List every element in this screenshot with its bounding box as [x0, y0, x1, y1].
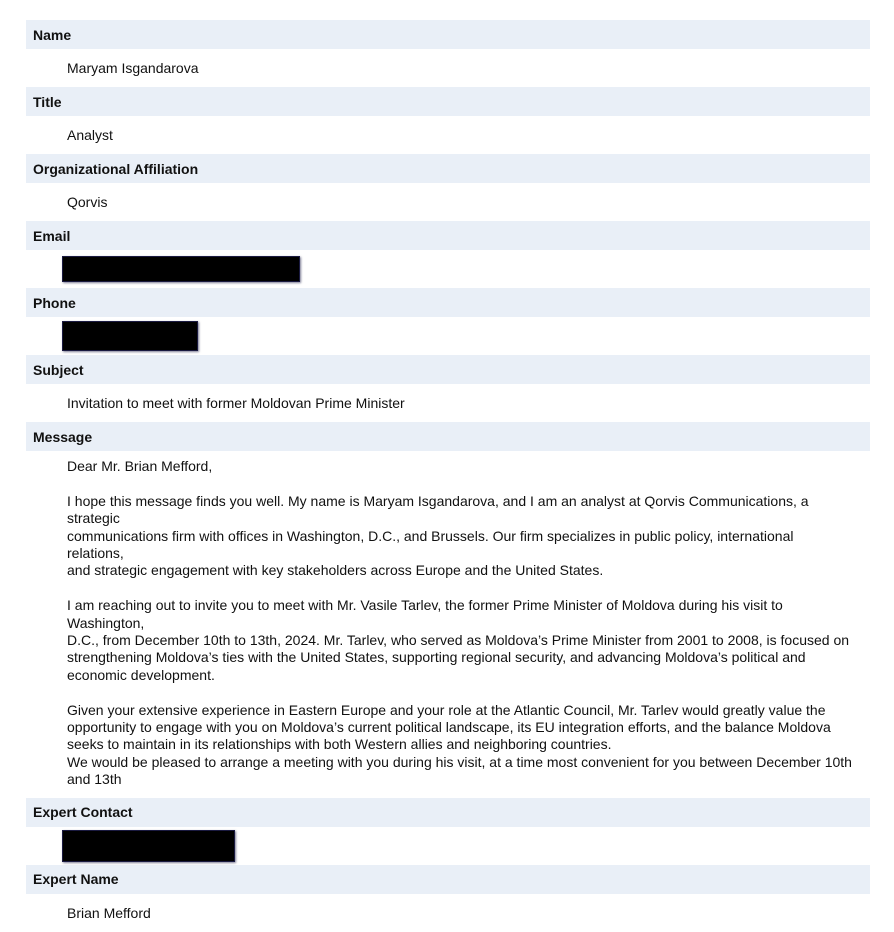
expert-contact-redaction [62, 830, 235, 862]
message-label: Message [26, 422, 870, 451]
submission-form [26, 20, 870, 932]
subject-value: Invitation to meet with former Moldovan Prime Minister [67, 395, 405, 411]
phone-value-row [26, 317, 870, 355]
org-label: Organizational Affiliation [26, 154, 870, 183]
title-value: Analyst [67, 127, 113, 143]
expert-contact-value-row [26, 827, 870, 865]
org-value-row [26, 183, 870, 221]
subject-value-row [26, 384, 870, 422]
message-paragraph-1: I hope this message finds you well. My name is Maryam Isgandarova, and I am an analyst at Qorvis Communications, a strategic communications firm with offices in Washington, D.C., and Brussels. Our firm specializes in public policy, international relations, and strategic engagement with key stakeholders across Europe and the United States. [67, 492, 809, 579]
message-body [26, 451, 870, 798]
message-greeting: Dear Mr. Brian Mefford, [67, 458, 213, 474]
expert-name-label: Expert Name [26, 865, 870, 894]
email-label: Email [26, 221, 870, 250]
expert-name-value-row [26, 894, 870, 932]
title-value-row [26, 116, 870, 154]
phone-redaction [62, 321, 198, 351]
phone-label: Phone [26, 288, 870, 317]
org-value: Qorvis [67, 194, 108, 210]
message-paragraph-3: Given your extensive experience in Eastern Europe and your role at the Atlantic Council, Mr. Tarlev would greatly value the opportunity to engage with you on Moldova’s current political landscape, its EU integration efforts, and the balance Moldova seeks to maintain in its relationships with both Western allies and neighboring countries. [67, 701, 831, 753]
expert-name-value: Brian Mefford [67, 904, 151, 921]
message-paragraph-2: I am reaching out to invite you to meet with Mr. Vasile Tarlev, the former Prime Minister of Moldova during his visit to Washington, D.C., from December 10th to 13th, 2024. Mr. Tarlev, who served as Moldova’s Prime Minister from 2001 to 2008, is focused on strengthening Moldova’s ties with the United States, supporting regional security, and advancing Moldova’s political and economic development. [67, 597, 850, 683]
expert-contact-label: Expert Contact [26, 798, 870, 827]
subject-label: Subject [26, 355, 870, 384]
message-paragraph-4: We would be pleased to arrange a meeting with you during his visit, at a time most convenient for you between December 10th and 13th [67, 753, 852, 788]
name-value: Maryam Isgandarova [67, 60, 199, 76]
name-value-row [26, 49, 870, 87]
email-value-row [26, 250, 870, 288]
name-label: Name [26, 20, 870, 49]
title-label: Title [26, 87, 870, 116]
email-redaction [62, 256, 300, 282]
